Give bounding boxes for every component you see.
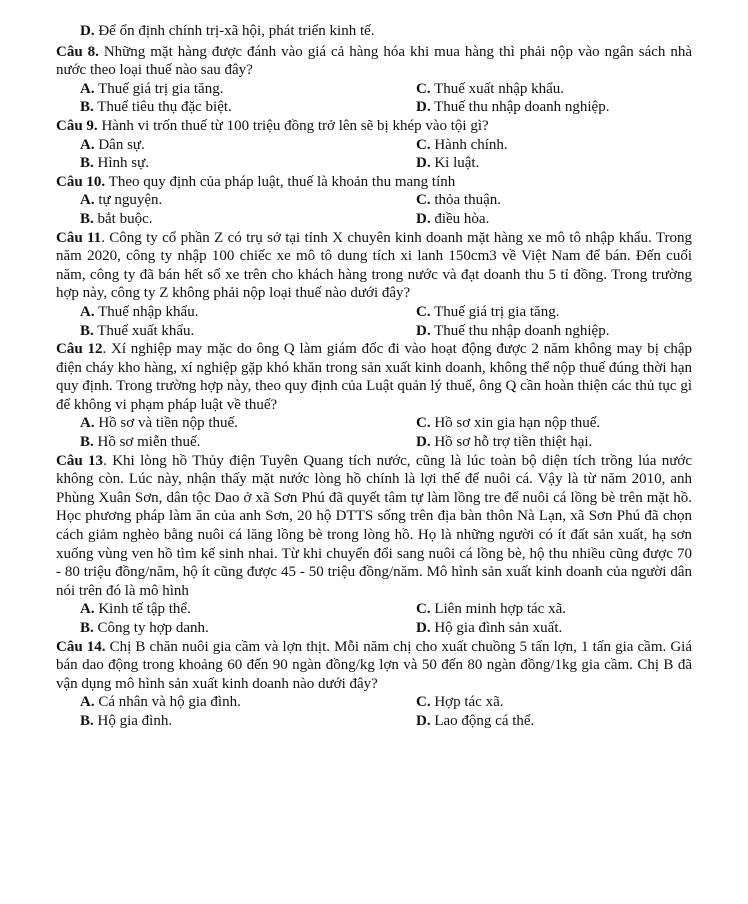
- option-letter: A.: [80, 415, 95, 432]
- options-row: [56, 136, 692, 155]
- question-label: Câu 12: [56, 341, 103, 358]
- option-letter: A.: [80, 601, 95, 618]
- option-text: Thuế xuất nhập khẩu.: [434, 80, 565, 97]
- option-text: Công ty hợp danh.: [97, 620, 209, 636]
- option-text: Hình sự.: [97, 155, 149, 172]
- option-b: [80, 210, 153, 229]
- option-letter: B.: [80, 155, 94, 172]
- options-row: [56, 80, 692, 99]
- question-text: . Khi lòng hồ Thủy điện Tuyên Quang tích nước, cũng là lúc toàn bộ diện tích trồng lúa nước không còn. Lúc này, nhận thấy mặt nước lòng hồ chính là lợi thế để nuôi cá. Vậy là từ năm 2010, anh Phùng Xuân Sơn, dân tộc Dao ở xã Sơn Phú đã quyết tâm tự làm lồng tre để nuôi cá lồng bè trên mặt hồ. Học phương pháp làm ăn của anh Sơn, 20 hộ DTTS sống trên địa bàn thôn Nà Lạn, xã Sơn Phú đã chọn cách giảm nghèo bằng nuôi cá lăng lồng bè trong lòng hồ. Họ là những người có ít đất sản xuất, hạ sơn xuống vùng ven hồ tìm kế sinh nhai. Từ khi chuyển đổi sang nuôi cá lồng bè, hộ thu nhiều cũng được 70 - 80 triệu đồng/năm, hộ ít cũng được 45 - 50 triệu đồng/năm. Mô hình sản xuất kinh doanh của người dân nói trên đó là mô hình: [56, 452, 692, 599]
- option-c: [416, 693, 504, 712]
- option-c: [416, 191, 501, 210]
- option-text: Thuế tiêu thụ đặc biệt.: [97, 99, 232, 116]
- option-d: [416, 433, 592, 452]
- question-label: Câu 14.: [56, 638, 106, 655]
- question-text: Hành vi trốn thuế từ 100 triệu đồng trở lên sẽ bị khép vào tội gì?: [101, 117, 489, 134]
- option-a: [80, 136, 145, 155]
- option-letter: C.: [416, 192, 431, 209]
- question-10: [56, 173, 692, 192]
- option-letter: A.: [80, 136, 95, 153]
- option-text: Kỉ luật.: [434, 155, 480, 172]
- option-letter: D.: [416, 99, 431, 116]
- option-d: [416, 154, 479, 173]
- option-letter: B.: [80, 99, 94, 116]
- option-text: Hành chính.: [434, 136, 508, 153]
- option-letter: C.: [416, 80, 431, 97]
- option-letter: C.: [416, 415, 431, 432]
- option-c: [416, 136, 508, 155]
- option-text: Thuế thu nhập doanh nghiệp.: [434, 99, 610, 116]
- option-letter: A.: [80, 192, 95, 209]
- options-row: [56, 303, 692, 322]
- option-b: [80, 712, 172, 731]
- question-label: Câu 10.: [56, 173, 106, 190]
- option-text: Lao động cá thể.: [434, 712, 535, 729]
- question-14: [56, 638, 692, 694]
- option-a: [80, 191, 162, 210]
- option-a: [80, 303, 198, 322]
- question-text: . Xí nghiệp may mặc do ông Q làm giám đốc đi vào hoạt động được 2 năm không may bị chập điện cháy kho hàng, xí nghiệp gặp khó khăn trong sản xuất kinh doanh, không thể nộp thuế đúng thời hạn quy định. Trong trường hợp này, theo quy định của Luật quản lý thuế, ông Q cần hoàn thiện các thủ tục gì để không vi phạm pháp luật về thuế?: [56, 341, 692, 413]
- option-text: Thuế xuất khẩu.: [97, 322, 195, 339]
- option-letter: C.: [416, 694, 431, 711]
- option-letter: B.: [80, 620, 94, 636]
- option-a: [80, 80, 223, 99]
- option-a: [80, 414, 238, 433]
- option-text: điều hòa.: [434, 210, 490, 227]
- option-letter: A.: [80, 303, 95, 320]
- option-text: Hộ gia đình sản xuất.: [434, 620, 563, 636]
- option-letter: D.: [416, 210, 431, 227]
- option-letter: D.: [80, 23, 95, 39]
- option-a: [80, 693, 241, 712]
- option-letter: B.: [80, 210, 94, 227]
- option-text: Thuế nhập khẩu.: [98, 303, 199, 320]
- option-text: tự nguyện.: [98, 192, 163, 209]
- option-text: Cá nhân và hộ gia đình.: [98, 694, 241, 711]
- option-d: [416, 98, 609, 117]
- question-11: [56, 229, 692, 303]
- option-letter: B.: [80, 712, 94, 729]
- question-label: Câu 13: [56, 452, 104, 469]
- option-letter: D.: [416, 155, 431, 172]
- options-row: [56, 154, 692, 173]
- option-text: Hợp tác xã.: [434, 694, 504, 711]
- option-text: Hộ gia đình.: [97, 712, 173, 729]
- question-8: [56, 43, 692, 80]
- option-a: [80, 600, 191, 619]
- option-letter: D.: [416, 322, 431, 339]
- option-c: [416, 414, 600, 433]
- option-letter: A.: [80, 694, 95, 711]
- exam-page: [56, 22, 692, 731]
- options-row: [56, 322, 692, 341]
- question-text: . Công ty cổ phần Z có trụ sở tại tỉnh X chuyên kinh doanh mặt hàng xe mô tô nhập khẩu. Trong năm 2020, công ty nhập 100 chiếc xe mô tô dung tích xi lanh 150cm3 về Việt Nam để bán. Đến cuối năm, công ty đã bán hết số xe trên cho khách hàng trong nước và đạt doanh thu 5 tỉ đồng. Trong trường hợp này, công ty Z không phải nộp loại thuế nào dưới đây?: [56, 229, 692, 302]
- option-b: [80, 154, 149, 173]
- option-text: Thuế giá trị gia tăng.: [98, 80, 224, 97]
- option-letter: C.: [416, 601, 431, 618]
- option-b: [80, 322, 194, 341]
- option-c: [416, 303, 559, 322]
- options-row: [56, 619, 692, 638]
- option-c: [416, 80, 564, 99]
- option-d-previous: [56, 22, 692, 41]
- options-row: [56, 600, 692, 619]
- option-text: Kinh tế tập thể.: [98, 601, 191, 618]
- option-b: [80, 619, 209, 638]
- options-row: [56, 414, 692, 433]
- question-12: [56, 340, 692, 414]
- option-text: Hồ sơ miễn thuế.: [97, 434, 201, 451]
- option-d: [416, 322, 609, 341]
- option-letter: D.: [416, 620, 431, 636]
- option-text: Hồ sơ hỗ trợ tiền thiệt hại.: [434, 434, 593, 451]
- options-row: [56, 210, 692, 229]
- option-b: [80, 98, 232, 117]
- option-d: [416, 210, 489, 229]
- question-label: Câu 9.: [56, 117, 98, 134]
- option-d: [416, 619, 562, 638]
- option-text: Thuế thu nhập doanh nghiệp.: [434, 322, 610, 339]
- option-text: bắt buộc.: [97, 210, 153, 227]
- option-letter: C.: [416, 303, 431, 320]
- question-9: [56, 117, 692, 136]
- options-row: [56, 433, 692, 452]
- question-label: Câu 8.: [56, 43, 99, 60]
- option-text: thỏa thuận.: [434, 192, 501, 209]
- question-13: [56, 452, 692, 601]
- option-letter: A.: [80, 80, 95, 97]
- option-text: Hồ sơ xin gia hạn nộp thuế.: [434, 415, 601, 432]
- question-text: Những mặt hàng được đánh vào giá cả hàng hóa khi mua hàng thì phải nộp vào ngân sách nhà nước theo loại thuế nào sau đây?: [56, 43, 692, 79]
- options-row: [56, 712, 692, 731]
- option-letter: B.: [80, 434, 94, 451]
- option-text: Để ổn định chính trị-xã hội, phát triển kinh tế.: [98, 23, 375, 39]
- option-text: Dân sự.: [98, 136, 145, 153]
- options-row: [56, 693, 692, 712]
- option-text: Thuế giá trị gia tăng.: [434, 303, 560, 320]
- option-b: [80, 433, 200, 452]
- option-text: Hồ sơ và tiền nộp thuế.: [98, 415, 238, 432]
- question-text: Chị B chăn nuôi gia cầm và lợn thịt. Mỗi năm chị cho xuất chuồng 5 tấn lợn, 1 tấn gia cầm. Giá bán dao động trong khoảng 60 đến 90 ngàn đồng/kg lợn và 50 đến 80 ngàn đồng/1kg gia cầm. Chị B đã vận dụng mô hình sản xuất kinh doanh nào dưới đây?: [56, 638, 692, 692]
- options-row: [56, 98, 692, 117]
- option-letter: D.: [416, 434, 431, 451]
- question-label: Câu 11: [56, 229, 102, 246]
- option-letter: D.: [416, 712, 431, 729]
- option-text: Liên minh hợp tác xã.: [434, 601, 566, 618]
- option-d: [416, 712, 534, 731]
- option-letter: B.: [80, 322, 94, 339]
- option-c: [416, 600, 566, 619]
- question-text: Theo quy định của pháp luật, thuế là khoản thu mang tính: [108, 173, 456, 190]
- option-letter: C.: [416, 136, 431, 153]
- options-row: [56, 191, 692, 210]
